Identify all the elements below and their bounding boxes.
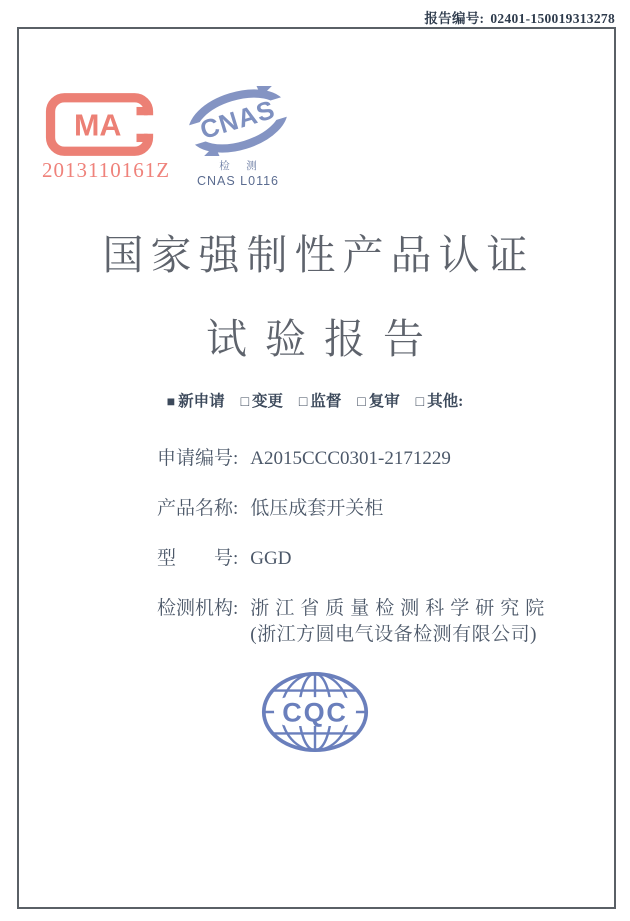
cma-mark-icon	[45, 92, 167, 157]
svg-text:MA: MA	[73, 108, 122, 143]
cnas-mark-icon	[186, 86, 290, 156]
field-model	[157, 546, 597, 572]
checkbox-label: 变更	[252, 393, 284, 410]
checkbox-filled-icon: ■	[166, 395, 176, 410]
testing-org-name: 浙江省质量检测科学研究院	[250, 598, 551, 619]
field-label: 型 号:	[157, 548, 239, 569]
checkbox-label: 其他:	[427, 393, 464, 410]
svg-text:CNAS: CNAS	[197, 95, 279, 145]
report-number-label: 报告编号:	[424, 11, 485, 26]
checkbox-option-supervision	[299, 393, 341, 410]
application-type-row	[0, 389, 630, 411]
field-testing-organization	[157, 596, 597, 648]
field-value-block	[250, 596, 550, 648]
cqc-globe-icon	[261, 668, 369, 756]
report-number-value: 02401-150019313278	[490, 11, 615, 26]
cnas-lab-code: CNAS L0116	[196, 174, 280, 188]
field-value: GGD	[250, 548, 292, 569]
cma-certificate-number: 2013110161Z	[41, 158, 171, 182]
checkbox-option-other	[416, 393, 464, 410]
report-type-title: 试验报告	[206, 316, 442, 362]
checkbox-label: 新申请	[178, 393, 225, 410]
field-application-number	[157, 446, 597, 472]
testing-org-subname: (浙江方圆电气设备检测有限公司)	[250, 624, 537, 645]
field-product-name	[157, 496, 597, 522]
field-label: 检测机构:	[157, 598, 239, 619]
checkbox-option-change	[241, 393, 283, 410]
field-label: 产品名称:	[157, 498, 239, 519]
field-value: A2015CCC0301-2171229	[250, 448, 451, 469]
checkbox-option-review	[357, 393, 399, 410]
field-value: 低压成套开关柜	[250, 498, 384, 519]
svg-text:CQC: CQC	[282, 697, 348, 728]
checkbox-option-new-application	[167, 393, 225, 410]
checkbox-label: 监督	[310, 393, 342, 410]
checkbox-label: 复审	[368, 393, 400, 410]
cqc-logo-block	[261, 668, 369, 761]
cnas-caption: 检 测	[219, 161, 264, 172]
checkbox-empty-icon: □	[357, 395, 366, 410]
report-fields	[157, 446, 597, 672]
checkbox-empty-icon: □	[415, 395, 425, 410]
cnas-accreditation-block	[183, 86, 293, 188]
checkbox-empty-icon: □	[298, 395, 308, 410]
main-title: 国家强制性产品认证	[102, 232, 535, 278]
field-label: 申请编号:	[157, 448, 239, 469]
cma-accreditation-block	[36, 92, 176, 183]
report-number	[424, 7, 615, 27]
checkbox-empty-icon: □	[240, 395, 250, 410]
